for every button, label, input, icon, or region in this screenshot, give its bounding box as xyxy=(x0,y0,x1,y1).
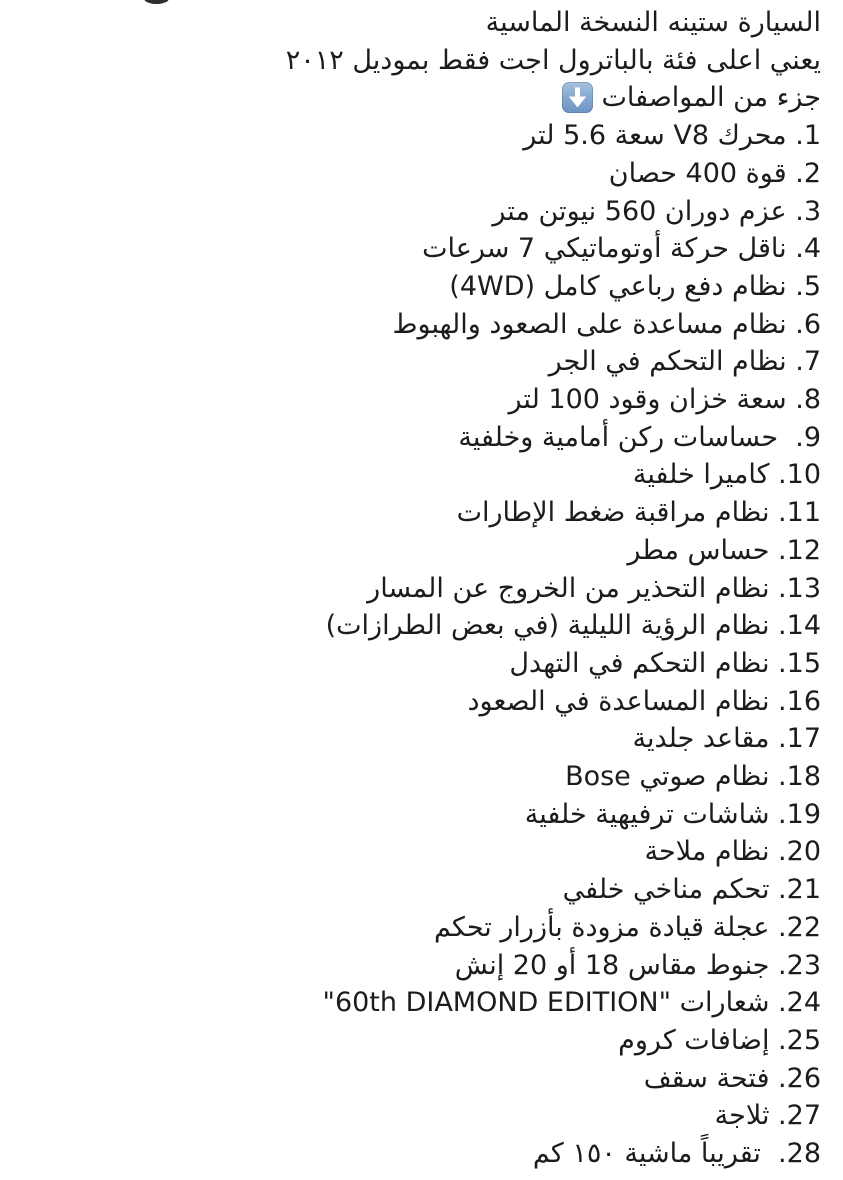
spec-item: 9. حساسات ركن أمامية وخلفية xyxy=(458,421,821,453)
spec-item: 1. محرك V8 سعة 5.6 لتر xyxy=(523,120,821,152)
spec-item: 23. جنوط مقاس 18 أو 20 إنش xyxy=(454,949,821,981)
spec-item: 27. ثلاجة xyxy=(714,1100,821,1132)
header-line-subtitle: يعني اعلى فئة بالباترول اجت فقط بموديل ٢٠١٢ xyxy=(285,44,821,76)
spec-item: 20. نظام ملاحة xyxy=(644,836,821,868)
spec-item: 5. نظام دفع رباعي كامل (4WD) xyxy=(449,270,821,302)
spec-item: 25. إضافات كروم xyxy=(618,1024,821,1056)
header-line-specs-intro xyxy=(0,79,821,117)
spec-item: 12. حساس مطر xyxy=(627,534,821,566)
spec-item: 4. ناقل حركة أوتوماتيكي 7 سرعات xyxy=(422,233,821,265)
header-line-title: السيارة ستينه النسخة الماسية xyxy=(485,7,821,38)
spec-item: 7. نظام التحكم في الجر xyxy=(548,346,821,378)
spec-item: 21. تحكم مناخي خلفي xyxy=(562,874,821,906)
spec-item: 26. فتحة سقف xyxy=(643,1062,821,1094)
spec-item: 24. شعارات "60th DIAMOND EDITION" xyxy=(322,987,821,1019)
spec-item: 14. نظام الرؤية الليلية (في بعض الطرازات) xyxy=(325,610,821,642)
spec-item: 28. تقريباً ماشية ١٥٠ كم xyxy=(532,1138,821,1170)
spec-item: 8. سعة خزان وقود 100 لتر xyxy=(508,384,821,416)
spec-item: 13. نظام التحذير من الخروج عن المسار xyxy=(367,572,821,604)
specs-list xyxy=(0,117,821,1173)
spec-item: 11. نظام مراقبة ضغط الإطارات xyxy=(456,497,821,529)
spec-item: 16. نظام المساعدة في الصعود xyxy=(467,685,821,717)
spec-item: 10. كاميرا خلفية xyxy=(632,459,821,491)
spec-item: 2. قوة 400 حصان xyxy=(608,157,821,189)
specs-intro-text: جزء من المواصفات xyxy=(601,82,821,114)
spec-item: 3. عزم دوران 560 نيوتن متر xyxy=(492,195,821,227)
spec-item: 6. نظام مساعدة على الصعود والهبوط xyxy=(392,308,821,340)
spec-item: 18. نظام صوتي Bose xyxy=(565,761,821,793)
spec-item: 17. مقاعد جلدية xyxy=(632,723,821,755)
spec-item: 15. نظام التحكم في التهدل xyxy=(509,647,821,679)
down-arrow-glyph xyxy=(568,88,586,108)
spec-item: 19. شاشات ترفيهية خلفية xyxy=(524,798,821,830)
spec-item: 22. عجلة قيادة مزودة بأزرار تحكم xyxy=(433,911,821,943)
down-arrow-emoji xyxy=(562,82,593,113)
